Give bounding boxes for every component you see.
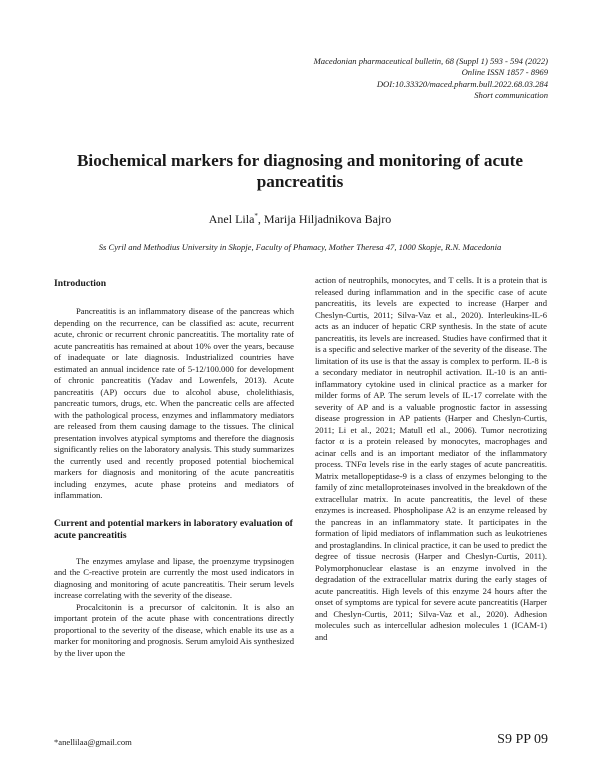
left-column <box>54 274 294 659</box>
journal-header <box>314 56 548 101</box>
procalcitonin-paragraph: Procalcitonin is a precursor of calcitonin. It is also an important protein of the acute phase with concentrations directly proportional to the severity of the disease, which enable its use as a marker for monitoring and prognosis. Serum amyloid Ais synthesized by the liver upon the <box>54 601 294 658</box>
author-1: Anel Lila <box>208 212 255 226</box>
corresponding-mark: * <box>254 212 258 220</box>
right-column-paragraph: action of neutrophils, monocytes, and T cells. It is a protein that is released during inflammation and in the specific case of acute pancreatitis, its levels are expected to increase (Harper and Cheslyn-Curtis, 2011; Silva-Vaz et al., 2020). Interleukins-IL-6 acts as an inducer of hepatic CRP synthesis. In the state of acute pancreatitis, its levels are increased. Studies have confirmed that it is a specific and selective marker of the severity of the disease. The limitation of its use is that the assay is complex to perform. IL-8 is a secondary mediator in neutrophil activation. IL-10 is an anti-inflammatory cytokine used in clinical practice as a marker for milder forms of AP. The serum levels of IL-17 correlate with the severity of AP and is a valuable prognostic factor in assessing disease progression in AP patients (Harper and Cheslyn-Curtis, 2011; Li et al., 2021; Matull etl al., 2006). Tumor necrotizing factor α is a protein released by monocytes, macrophages and acinar cells and is an important mediator of the inflammatory process. TNFα levels rise in the early stages of acute pancreatitis. Matrix metallopeptidase-9 is a class of enzymes belonging to the family of zinc metalloproteinases involved in the breakdown of the extracellular matrix. In acute pancreatitis, the level of these enzymes is increased. Phospholipase A2 is an enzyme released by the pancreas in an inflammatory state. It participates in the formation of lipid mediators of inflammation such as leukotrienes and prostaglandins. In clinical practice, it can be used to predict the degree of tissue necrosis (Harper and Cheslyn-Curtis, 2011). Polymorphonuclear elastase is an enzyme involved in the degradation of the extracellular matrix during the early stages of acute pancreatitis. High levels of this enzyme 24 hours after the onset of symptoms are typical for severe acute pancreatitis (Harper and Cheslyn-Curtis, 2011; Silva-Vaz et al., 2020). Adhesion molecules such as intercellular adhesion molecules 1 (ICAM-1) and <box>315 275 547 642</box>
article-type: Short communication <box>474 89 548 100</box>
journal-doi: DOI:10.33320/maced.pharm.bull.2022.68.03.284 <box>376 78 548 89</box>
paper-title: Biochemical markers for diagnosing and monitoring of acute pancreatitis <box>76 151 524 191</box>
corresponding-email: *anellilaa@gmail.com <box>54 737 132 747</box>
journal-issn: Online ISSN 1857 - 8969 <box>461 67 548 78</box>
author-line <box>0 212 600 227</box>
section-heading-markers: Current and potential markers in laboratory evaluation of acute pancreatitis <box>54 517 293 541</box>
section-heading-introduction: Introduction <box>54 278 107 289</box>
right-column <box>315 275 547 643</box>
markers-paragraph: The enzymes amylase and lipase, the proenzyme trypsinogen and the C-reactive protein are currently the most used indicators in diagnosing and monitoring of acute pancreatitis. Their serum levels increase correlating with the severity of the disease. <box>54 555 294 600</box>
journal-citation: Macedonian pharmaceutical bulletin, 68 (Suppl 1) 593 - 594 (2022) <box>313 56 548 66</box>
introduction-paragraph: Pancreatitis is an inflammatory disease of the pancreas which depending on the recurrence, can be classified as: acute, recurrent acute, chronic or recurrent chronic pancreatitis. The mortality rate of acute pancreatitis has remained at about 10% over the years, because of inadequate or late diagnosis. Industrialized countries have estimated an annual incidence rate of 5-12/100.000 for development of chronic pancreatitis (Yadav and Lowenfels, 2013). Acute pancreatitis (AP) occurs due to alcohol abuse, cholelithiasis, pancreatic tumors, drugs, etc. When the pancreatic cells are affected with the pathological process, enzymes and inflammatory mediators are released from them causing damage to the tissues. The clinical presentation involves atypical symptoms and therefore the diagnosis significantly relies on the laboratory analysis. This study summarizes the currently used and recently proposed potential biochemical markers for diagnosis and monitoring of the acute pancreatitis including enzymes, acute phase proteins and mediators of inflammation. <box>54 306 294 500</box>
author-separator: , <box>257 212 264 226</box>
author-2: Marija Hiljadnikova Bajro <box>263 212 392 226</box>
affiliation: Ss Cyril and Methodius University in Skopje, Faculty of Phamacy, Mother Theresa 47, 1000 Skopje, R.N. Macedonia <box>98 242 502 252</box>
page-number: S9 PP 09 <box>497 732 548 747</box>
